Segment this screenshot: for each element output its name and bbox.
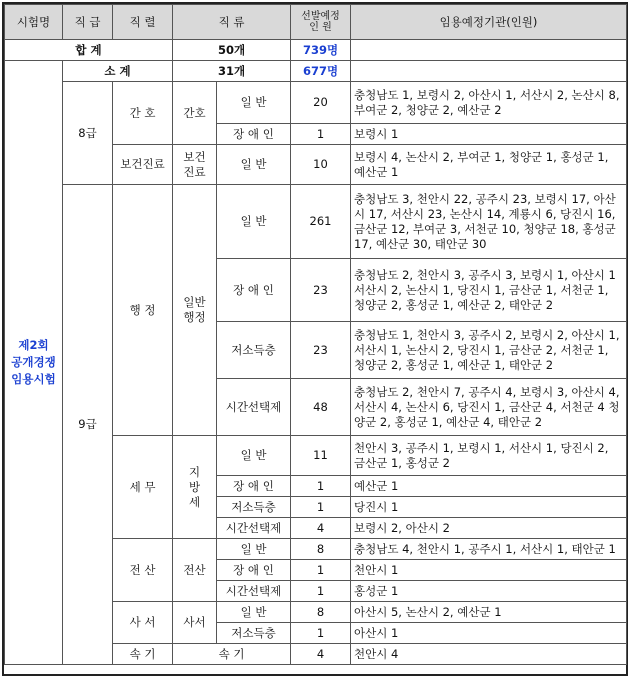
row-type: 일 반 bbox=[217, 82, 291, 124]
row-type: 장 애 인 bbox=[217, 476, 291, 497]
kind-nursing: 간호 bbox=[173, 82, 217, 145]
row-type: 일 반 bbox=[217, 185, 291, 259]
row-agencies: 충청남도 1, 보령시 2, 아산시 1, 서산시 2, 논산시 8, 부여군 2, 청양군 2, 예산군 2 bbox=[351, 82, 627, 124]
header-count-line2: 인 원 bbox=[309, 22, 332, 33]
row-type: 저소득층 bbox=[217, 497, 291, 518]
row-count: 48 bbox=[291, 379, 351, 436]
recruitment-table bbox=[4, 4, 627, 665]
row-type: 시간선택제 bbox=[217, 379, 291, 436]
series-tax: 세 무 bbox=[113, 436, 173, 539]
header-row bbox=[5, 5, 627, 40]
table-row bbox=[5, 82, 627, 124]
total-label: 합 계 bbox=[5, 40, 173, 61]
series-health: 보건진료 bbox=[113, 145, 173, 185]
subtotal-row bbox=[5, 61, 627, 82]
series-elec: 전 산 bbox=[113, 539, 173, 602]
row-count: 261 bbox=[291, 185, 351, 259]
row-agencies: 보령시 2, 아산시 2 bbox=[351, 518, 627, 539]
kind-tax-line1: 지 bbox=[188, 464, 201, 479]
row-agencies: 천안시 1 bbox=[351, 560, 627, 581]
row-type: 시간선택제 bbox=[217, 581, 291, 602]
row-count: 8 bbox=[291, 539, 351, 560]
row-agencies: 충청남도 2, 천안시 7, 공주시 4, 보령시 3, 아산시 4, 서산시 4, 논산시 6, 당진시 1, 금산군 4, 서천군 4 청양군 2, 홍성군 1, 예산군 4, 태안군 2 bbox=[351, 379, 627, 436]
row-type: 일 반 bbox=[217, 602, 291, 623]
table-row bbox=[5, 185, 627, 259]
kind-steno: 속 기 bbox=[173, 644, 291, 665]
row-count: 20 bbox=[291, 82, 351, 124]
row-agencies: 천안시 3, 공주시 1, 보령시 1, 서산시 1, 당진시 2, 금산군 1, 홍성군 2 bbox=[351, 436, 627, 476]
exam-name-cell bbox=[5, 61, 63, 665]
header-count bbox=[291, 5, 351, 40]
row-agencies: 예산군 1 bbox=[351, 476, 627, 497]
kind-tax-line3: 세 bbox=[188, 494, 201, 509]
total-agencies bbox=[351, 40, 627, 61]
row-type: 일 반 bbox=[217, 539, 291, 560]
row-type: 시간선택제 bbox=[217, 518, 291, 539]
header-series: 직 렬 bbox=[113, 5, 173, 40]
row-agencies: 당진시 1 bbox=[351, 497, 627, 518]
header-grade: 직 급 bbox=[63, 5, 113, 40]
row-type: 저소득층 bbox=[217, 322, 291, 379]
row-agencies: 충청남도 1, 천안시 3, 공주시 2, 보령시 2, 아산시 1, 서산시 1, 논산시 2, 당진시 1, 금산군 2, 서천군 1, 청양군 2, 홍성군 1, 예산군 1, 태안군 2 bbox=[351, 322, 627, 379]
header-exam: 시험명 bbox=[5, 5, 63, 40]
header-kind: 직 류 bbox=[173, 5, 291, 40]
row-type: 일 반 bbox=[217, 436, 291, 476]
row-type: 장 애 인 bbox=[217, 560, 291, 581]
exam-name-line3: 임용시험 bbox=[11, 372, 56, 386]
row-agencies: 아산시 1 bbox=[351, 623, 627, 644]
grade-8-cell: 8급 bbox=[63, 82, 113, 185]
total-row bbox=[5, 40, 627, 61]
row-type: 일 반 bbox=[217, 145, 291, 185]
row-count: 1 bbox=[291, 581, 351, 602]
grade-9-cell: 9급 bbox=[63, 185, 113, 665]
kind-elec: 전산 bbox=[173, 539, 217, 602]
kind-health-line1: 보건 bbox=[183, 149, 206, 164]
row-agencies: 충청남도 4, 천안시 1, 공주시 1, 서산시 1, 태안군 1 bbox=[351, 539, 627, 560]
row-count: 1 bbox=[291, 476, 351, 497]
series-steno: 속 기 bbox=[113, 644, 173, 665]
subtotal-count: 677명 bbox=[291, 61, 351, 82]
row-count: 1 bbox=[291, 560, 351, 581]
header-agencies: 임용예정기관(인원) bbox=[351, 5, 627, 40]
row-agencies: 충청남도 3, 천안시 22, 공주시 23, 보령시 17, 아산시 17, 서산시 23, 논산시 14, 계룡시 6, 당진시 16, 금산군 12, 부여군 3, 서천군 10, 청양군 18, 홍성군 17, 예산군 30, 태안군 30 bbox=[351, 185, 627, 259]
row-agencies: 천안시 4 bbox=[351, 644, 627, 665]
series-admin: 행 정 bbox=[113, 185, 173, 436]
row-count: 8 bbox=[291, 602, 351, 623]
header-count-line1: 선발예정 bbox=[301, 11, 340, 22]
series-nursing: 간 호 bbox=[113, 82, 173, 145]
subtotal-agencies bbox=[351, 61, 627, 82]
row-type: 장 애 인 bbox=[217, 124, 291, 145]
row-type: 저소득층 bbox=[217, 623, 291, 644]
row-count: 1 bbox=[291, 124, 351, 145]
row-count: 1 bbox=[291, 623, 351, 644]
row-count: 23 bbox=[291, 259, 351, 322]
recruitment-table-frame bbox=[2, 2, 628, 676]
row-agencies: 아산시 5, 논산시 2, 예산군 1 bbox=[351, 602, 627, 623]
row-agencies: 충청남도 2, 천안시 3, 공주시 3, 보령시 1, 아산시 1 서산시 2, 논산시 1, 당진시 1, 금산군 1, 서천군 1, 청양군 2, 홍성군 1, 예산군 2, 태안군 2 bbox=[351, 259, 627, 322]
subtotal-label: 소 계 bbox=[63, 61, 173, 82]
total-kinds: 50개 bbox=[173, 40, 291, 61]
row-count: 11 bbox=[291, 436, 351, 476]
kind-admin bbox=[173, 185, 217, 436]
row-agencies: 보령시 1 bbox=[351, 124, 627, 145]
row-agencies: 홍성군 1 bbox=[351, 581, 627, 602]
kind-health bbox=[173, 145, 217, 185]
row-count: 4 bbox=[291, 518, 351, 539]
subtotal-kinds: 31개 bbox=[173, 61, 291, 82]
row-count: 4 bbox=[291, 644, 351, 665]
row-agencies: 보령시 4, 논산시 2, 부여군 1, 청양군 1, 홍성군 1, 예산군 1 bbox=[351, 145, 627, 185]
kind-admin-line1: 일반 bbox=[183, 295, 206, 309]
exam-name-line1: 제2회 bbox=[18, 338, 49, 352]
kind-health-line2: 진료 bbox=[183, 164, 206, 179]
kind-tax-line2: 방 bbox=[188, 479, 201, 494]
total-count: 739명 bbox=[291, 40, 351, 61]
kind-tax bbox=[173, 436, 217, 539]
row-count: 10 bbox=[291, 145, 351, 185]
row-count: 23 bbox=[291, 322, 351, 379]
exam-name-line2: 공개경쟁 bbox=[11, 355, 56, 369]
series-clerk: 사 서 bbox=[113, 602, 173, 644]
row-count: 1 bbox=[291, 497, 351, 518]
row-type: 장 애 인 bbox=[217, 259, 291, 322]
kind-clerk: 사서 bbox=[173, 602, 217, 644]
kind-admin-line2: 행정 bbox=[183, 310, 206, 324]
